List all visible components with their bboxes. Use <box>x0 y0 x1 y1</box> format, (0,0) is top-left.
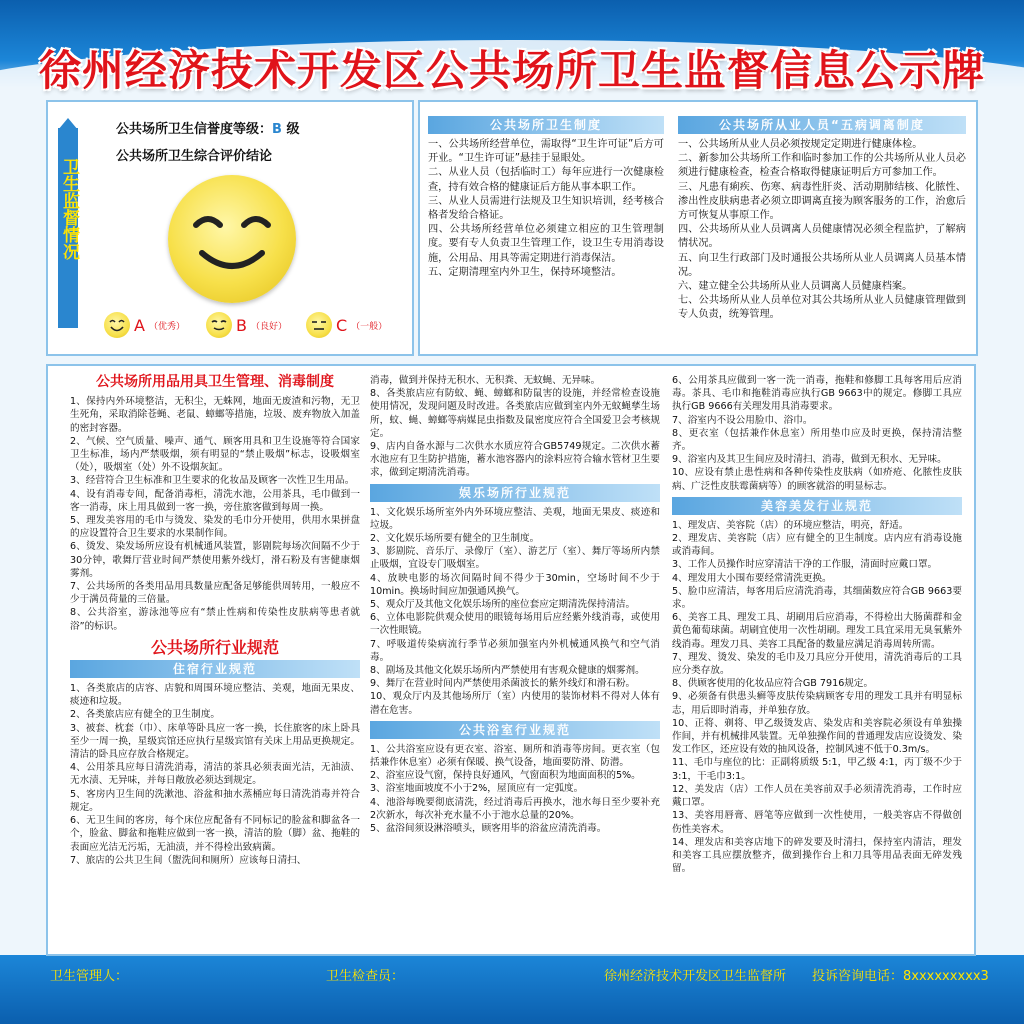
rule-item: 二、新参加公共场所工作和临时参加工作的公共场所从业人员必须进行健康检查，检查合格取得健康证明后方可参加工作。 <box>678 153 966 179</box>
rule-item: 8、更衣室（包括兼作休息室）所用垫巾应及时更换，保持清洁整齐。 <box>672 427 962 453</box>
rule-item: 11、毛巾与座位的比：正副将质级 5:1，甲乙级 4:1，丙丁级不少于3:1，干毛巾3:1。 <box>672 757 962 782</box>
rule-item: 7、浴室内不设公用脸巾、浴巾。 <box>672 414 813 426</box>
rule-item: 3、浴室地面坡度不小于2%，屋顶应有一定弧度。 <box>370 783 584 795</box>
vertical-label <box>58 128 78 328</box>
footer-phone-label: 投诉咨询电话： <box>812 969 904 984</box>
hygiene-rules-title: 公共场所卫生制度 <box>428 116 664 134</box>
rule-item: 七、公共场所从业人员单位对其公共场所从业人员健康管理做到专人负责，统筹管理。 <box>678 295 966 321</box>
neutral-face-icon <box>306 312 332 338</box>
rule-item: 5、盆浴间须设淋浴喷头，顾客用毕的浴盆应清洗消毒。 <box>370 823 607 835</box>
rule-item: 7、旅店的公共卫生间（盥洗间和厕所）应该每日清扫、 <box>70 854 307 866</box>
rule-item: 五、定期清理室内外卫生，保持环境整洁。 <box>428 266 622 278</box>
rule-item: 4、放映电影的场次间隔时间不得少于30min，空场时间不少于10min。换场时间应加强通风换气。 <box>370 572 660 597</box>
column-2 <box>370 374 660 835</box>
smile-good-icon <box>206 312 232 338</box>
rule-item: 5、脸巾应清洁，每客用后应清洗消毒，其细菌数应符合GB 9663要求。 <box>672 585 962 611</box>
rule-item: 2、各类旅店应有健全的卫生制度。 <box>70 709 221 721</box>
entertainment-title: 娱乐场所行业规范 <box>370 484 660 502</box>
disinfect-title: 公共场所用品用具卫生管理、消毒制度 <box>96 374 334 390</box>
rule-item: 1、文化娱乐场所室外内外环境应整洁、美观，地面无果皮、痰迹和垃圾。 <box>370 506 660 531</box>
rule-item: 一、公共场所经营单位，需取得“卫生许可证”后方可开业。“卫生许可证”悬挂于显眼处。 <box>428 139 664 165</box>
vertical-label-text: 卫生监督情况 <box>59 158 79 260</box>
rule-item: 2、气候、空气质量、噪声、通气、顾客用具和卫生设施等符合国家卫生标准，场内严禁吸烟，须有明显的“禁止吸烟”标志，设吸烟室（处），吸烟室（处）外不设烟灰缸。 <box>70 435 360 474</box>
legend-a-key: A <box>134 315 145 335</box>
rule-item: 4、理发用大小围布要经常清洗更换。 <box>672 572 832 584</box>
rule-item: 10、观众厅内及其他场所厅（室）内使用的装饰材料不得对人体有潜在危害。 <box>370 691 660 716</box>
rule-item: 6、美容工具、理发工具、胡刷用后应消毒，不得检出大肠菌群和金黄色葡萄球菌。胡刷宜使用一次性胡刷。理发工具宜采用无臭氧紫外线消毒。理发刀具、美容工具配备的数量应满足消毒周转所需。 <box>672 612 962 650</box>
footer-inspector-label: 卫生检查员： <box>326 969 405 984</box>
column-3 <box>672 374 962 875</box>
grade-label: 公共场所卫生信誉度等级： <box>116 122 273 137</box>
rule-item: 三、从业人员需进行法规及卫生知识培训，经考核合格者发给合格证。 <box>428 195 664 222</box>
bath-title: 公共浴室行业规范 <box>370 721 660 739</box>
legend-c-key: C <box>336 315 348 335</box>
rule-item: 10、应设有禁止患性病和各种传染性皮肤病（如疥疮、化脓性皮肤病、广泛性皮肤霉菌病等）的顾客就浴的明显标志。 <box>672 467 962 492</box>
rule-item: 9、舞厅在营业时间内严禁使用杀菌波长的紫外线灯和滑石粉。 <box>370 678 636 690</box>
hygiene-rules-section <box>428 112 664 280</box>
column-1 <box>70 374 360 867</box>
rule-item: 6、无卫生间的客房，每个床位应配备有不同标记的脸盆和脚盆各一个，脸盆、脚盆和拖鞋应做到一客一换，清洁的脸（脚）盆、拖鞋的表面应光洁无污垢，无油渍，并不得检出致病菌。 <box>70 815 360 853</box>
rule-item: 一、公共场所从业人员必须按规定定期进行健康体检。 <box>678 139 923 150</box>
rule-item: 7、公共场所的各类用品用具数量应配备足够能供周转用，一般应不少于满员荷量的三倍量。 <box>70 581 360 606</box>
rule-item: 5、观众厅及其他文化娱乐场所的座位套应定期清洗保持清洁。 <box>370 599 636 611</box>
rule-item: 4、公用茶具应每日清洗消毒，清洁的茶具必须表面光洁，无油渍、无水渍、无异味，并每日敞放必须达到规定。 <box>70 762 360 787</box>
rule-item: 5、理发美容用的毛巾与烫发、染发的毛巾分开使用，供用水果拼盘的应设置符合卫生要求的水果制作间。 <box>70 515 360 540</box>
legend-b-key: B <box>236 315 247 335</box>
five-diseases-section <box>678 112 966 323</box>
rule-item: 四、公共场所经营单位必须建立相应的卫生管理制度。要有专人负责卫生管理工作，设卫生专用消毒设施，公用品、用具等需定期进行消毒保洁。 <box>428 224 664 264</box>
rule-item: 3、被套、枕套（巾）、床单等卧具应一客一换，长住旅客的床上卧具至少一周一换，星级宾馆还应执行星级宾馆有关床上用品更换规定。清洁的卧具应存放合格规定。 <box>70 722 360 761</box>
rule-item: 2、浴室应设气窗，保持良好通风，气窗面积为地面面积的5%。 <box>370 770 641 782</box>
rule-item: 6、烫发、染发场所应设有机械通风装置，影剧院每场次间隔不少于30分钟，歌舞厅营业时间严禁使用紫外线灯，滑石粉及有害健康烟雾剂。 <box>70 541 360 579</box>
beauty-title: 美容美发行业规范 <box>672 497 962 515</box>
rule-item: 1、公共浴室应设有更衣室、浴室、厕所和消毒等房间。更衣室（包括兼作休息室）必须有保暖、换气设备，地面要防滑、防潜。 <box>370 743 660 769</box>
rule-item: 消毒，做到并保持无积水、无积粪、无蚊蝇、无异味。 <box>370 375 601 386</box>
footer-phone <box>812 965 989 984</box>
rule-item: 8、公共浴室，游泳池等应有“禁止性病和传染性皮肤病等患者就浴”的标识。 <box>70 607 360 632</box>
rule-item: 四、公共场所从业人员调离人员健康情况必须全程监护，了解病情状况。 <box>678 224 966 250</box>
rule-item: 1、各类旅店的店容、店貌和周围环境应整洁、美观，地面无果皮、痰迹和垃圾。 <box>70 683 360 708</box>
grade-value: B <box>272 122 282 137</box>
rule-item: 1、保持内外环境整洁，无积尘，无蛛网，地面无废渣和污物，无卫生死角，采取消除苍蝇、老鼠、蟑螂等措施，垃圾、废弃物放入加盖的密封容器。 <box>70 396 360 434</box>
smiley-face-drawing <box>168 175 296 303</box>
rule-item: 10、正将、剃将、甲乙级烫发店、染发店和美容院必须设有单独操作间，并有机械排风装置。无单独操作间的普通理发店应设烫发、染发工作区，还应设有效的抽风设备，控制风速不低于0.3m/s。 <box>672 717 962 756</box>
footer-phone-value: 8xxxxxxxxx3 <box>903 969 989 984</box>
grade-unit: 级 <box>286 122 300 137</box>
rule-item: 1、理发店、美容院（店）的环境应整洁，明亮，舒适。 <box>672 519 909 531</box>
page-title: 徐州经济技术开发区公共场所卫生监督信息公示牌 <box>38 46 985 95</box>
rule-item: 6、立体电影院供观众使用的眼镜每场用后应经紫外线消毒，或使用一次性眼镜。 <box>370 612 660 637</box>
legend-a <box>104 312 185 338</box>
rule-item: 3、经营符合卫生标准和卫生要求的化妆品及顾客一次性卫生用品。 <box>70 475 355 487</box>
rule-item: 5、客房内卫生间的洗漱池、浴盆和抽水蒸桶应每日清洗消毒并符合规定。 <box>70 788 360 813</box>
rule-item: 3、影剧院、音乐厅、录像厅（室）、游艺厅（室）、舞厅等场所内禁止吸烟，宜设专门吸烟室。 <box>370 546 660 571</box>
rule-item: 12、美发店（店）工作人员在美容前双手必须清洗消毒，工作时应戴口罩。 <box>672 783 962 809</box>
legend-b-desc: （良好） <box>250 321 287 332</box>
rule-item: 3、工作人员操作时应穿清洁干净的工作服，清面时应戴口罩。 <box>672 559 938 571</box>
rule-item: 9、浴室内及其卫生间应及时清扫、消毒，做到无积水、无异味。 <box>672 454 947 466</box>
smiley-face-icon <box>168 175 296 303</box>
rule-item: 8、剧场及其他文化娱乐场所内严禁使用有害观众健康的烟雾剂。 <box>370 665 645 677</box>
rule-item: 7、呼吸道传染病流行季节必须加强室内外机械通风换气和空气消毒。 <box>370 638 660 663</box>
rule-item: 9、店内自备水源与二次供水水质应符合GB5749规定。二次供水蓄水池应有卫生防护措施，蓄水池容器内的涂料应符合输水管材卫生要求，做到定期清洗消毒。 <box>370 441 660 479</box>
rule-item: 三、凡患有痢疾、伤寒、病毒性肝炎、活动期肺结核、化脓性、渗出性皮肤病患者必须立即调离直接为顾客服务的工作，治愈后方可恢复从事原工作。 <box>678 181 966 222</box>
hotel-title: 住宿行业规范 <box>70 660 360 678</box>
rule-item: 8、供顾客使用的化妆品应符合GB 7916规定。 <box>672 678 874 690</box>
rule-item: 2、文化娱乐场所要有健全的卫生制度。 <box>370 533 540 545</box>
rule-item: 五、向卫生行政部门及时通报公共场所从业人员调离人员基本情况。 <box>678 252 966 278</box>
rule-item: 六、建立健全公共场所从业人员调离人员健康档案。 <box>678 281 913 293</box>
legend-c <box>306 312 387 338</box>
rule-item: 6、公用茶具应做到一客一洗一消毒，拖鞋和修脚工具每客用后应消毒。茶具、毛巾和拖鞋消毒应执行GB 9663中的规定。修脚工具应执行GB 9666有关理发用具消毒要求。 <box>672 375 962 413</box>
smile-excellent-icon <box>104 312 130 338</box>
rule-item: 7、理发、烫发、染发的毛巾及刀具应分开使用，清洗消毒后的工具应分类存放。 <box>672 651 962 677</box>
rule-item: 4、设有消毒专间，配备消毒柜，清洗水池，公用茶具，毛巾做到一客一消毒，床上用具做到一客一换，旁住旅客做到每周一换。 <box>70 488 360 513</box>
credit-grade <box>116 118 299 137</box>
footer-manager-label: 卫生管理人： <box>50 969 129 984</box>
footer-agency: 徐州经济技术开发区卫生监督所 <box>604 969 787 984</box>
rule-item: 二、从业人员（包括临时工）每年应进行一次健康检查，持有效合格的健康证后方能从事本职工作。 <box>428 167 664 193</box>
rule-item: 4、池浴每晚要彻底清洗，经过消毒后再换水，池水每日至少要补充2次新水，每次补充水量不小于池水总量的20%。 <box>370 796 660 821</box>
legend-a-desc: （优秀） <box>148 321 185 332</box>
legend-b <box>206 312 287 338</box>
rule-item: 9、必须备有供患头癣等皮肤传染病顾客专用的理发工具并有明显标志，用后即时消毒，并单独存放。 <box>672 691 962 716</box>
rule-item: 8、各类旅店应有防蚊、蝇、蟑螂和防鼠害的设施，并经常检查设施使用情况，发现问题及时改进。各类旅店应做到室内外无蚊蝇孳生场所，蚊、蝇、蟑螂等病媒昆虫指数及鼠密度应符合全国爱卫会考核规定。 <box>370 388 660 439</box>
evaluation-summary-label: 公共场所卫生综合评价结论 <box>116 149 273 164</box>
legend-c-desc: （一般） <box>351 321 388 332</box>
rule-item: 14、理发店和美容店地下的碎发要及时清扫，保持室内清洁，理发和美容工具应摆放整齐，做到操作台上和刀具等用品表面无碎发残留。 <box>672 836 962 875</box>
five-diseases-title: 公共场所从业人员“五病调离制度 <box>678 116 966 134</box>
rule-item: 2、理发店、美容院（店）应有健全的卫生制度。店内应有消毒设施或消毒间。 <box>672 533 962 558</box>
industry-title: 公共场所行业规范 <box>150 637 279 657</box>
rule-item: 13、美容用唇膏、唇笔等应做到一次性使用，一般美容店不得做创伤性美容术。 <box>672 810 962 835</box>
